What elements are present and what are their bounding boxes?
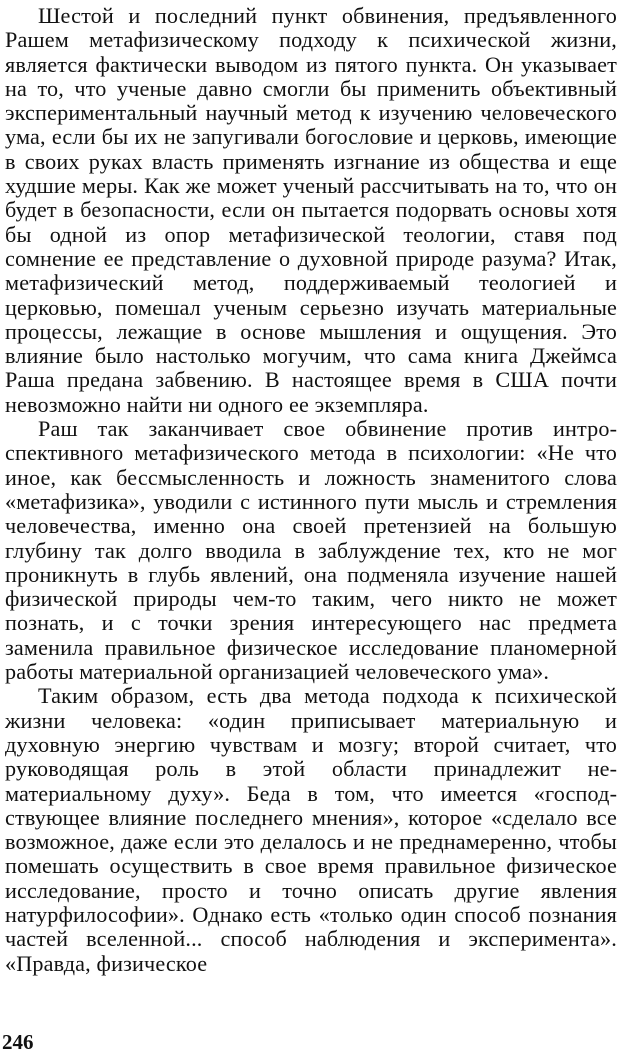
page-number: 246 (2, 1030, 34, 1054)
paragraph-1: Шестой и последний пункт обвинения, предъявленного Рашем метафизическому подходу к психической жизни, является фактически выводом из пятого пункта. Он указывает на то, что ученые давно смогли бы применить объективный экспериментальный научный метод к изучению человеческого ума, если бы их не запугивали богословие и церковь, имеющие в своих руках власть применять изгнание из общества и еще худшие меры. Как же может ученый рассчитывать на то, что он будет в безопасности, если он пытается подорвать основы хотя бы одной из опор метафизической теологии, ставя под сомнение ее представление о духовной природе разума? Итак, метафизический метод, поддерживаемый теологией и церковью, помешал ученым серьезно изучать материальные процессы, лежащие в основе мышления и ощущения. Это влияние было настолько могучим, что сама книга Джеймса Раша предана забвению. В настоящее время в США почти невозможно найти ни одного ее экземпляра. (5, 3, 617, 417)
body-text (5, 4, 617, 976)
paragraph-2: Раш так заканчивает свое обвинение против интроспективного метафизического метода в психологии: «Не что иное, как бессмысленность и ложность знаменитого слова «метафизика», уводили с истинного пути мысль и стремления человечества, именно она своей претензией на большую глубину так долго вводила в заблуждение тех, кто не мог проникнуть в глубь явлений, она подменяла изучение нашей физической природы чем-то таким, чего никто не может познать, и с точки зрения интересующего нас предмета заменила правильное физическое исследование планомерной работы материальной организацией человеческого ума». (5, 416, 617, 685)
paragraph-3: Таким образом, есть два метода подхода к психической жизни человека: «один приписывает материальную и духовную энергию чувствам и мозгу; второй считает, что руководящая роль в этой области принадлежит нематериальному духу». Беда в том, что имеется «господствующее влияние последнего мнения», которое «сделало все возможное, даже если это делалось и не преднамеренно, чтобы помешать осуществить в свое время правильное физическое исследование, просто и точно описать другие явления натурфилософии». Однако есть «только один способ познания частей вселенной... способ наблюдения и эксперимента». «Правда, физическое (5, 683, 617, 976)
